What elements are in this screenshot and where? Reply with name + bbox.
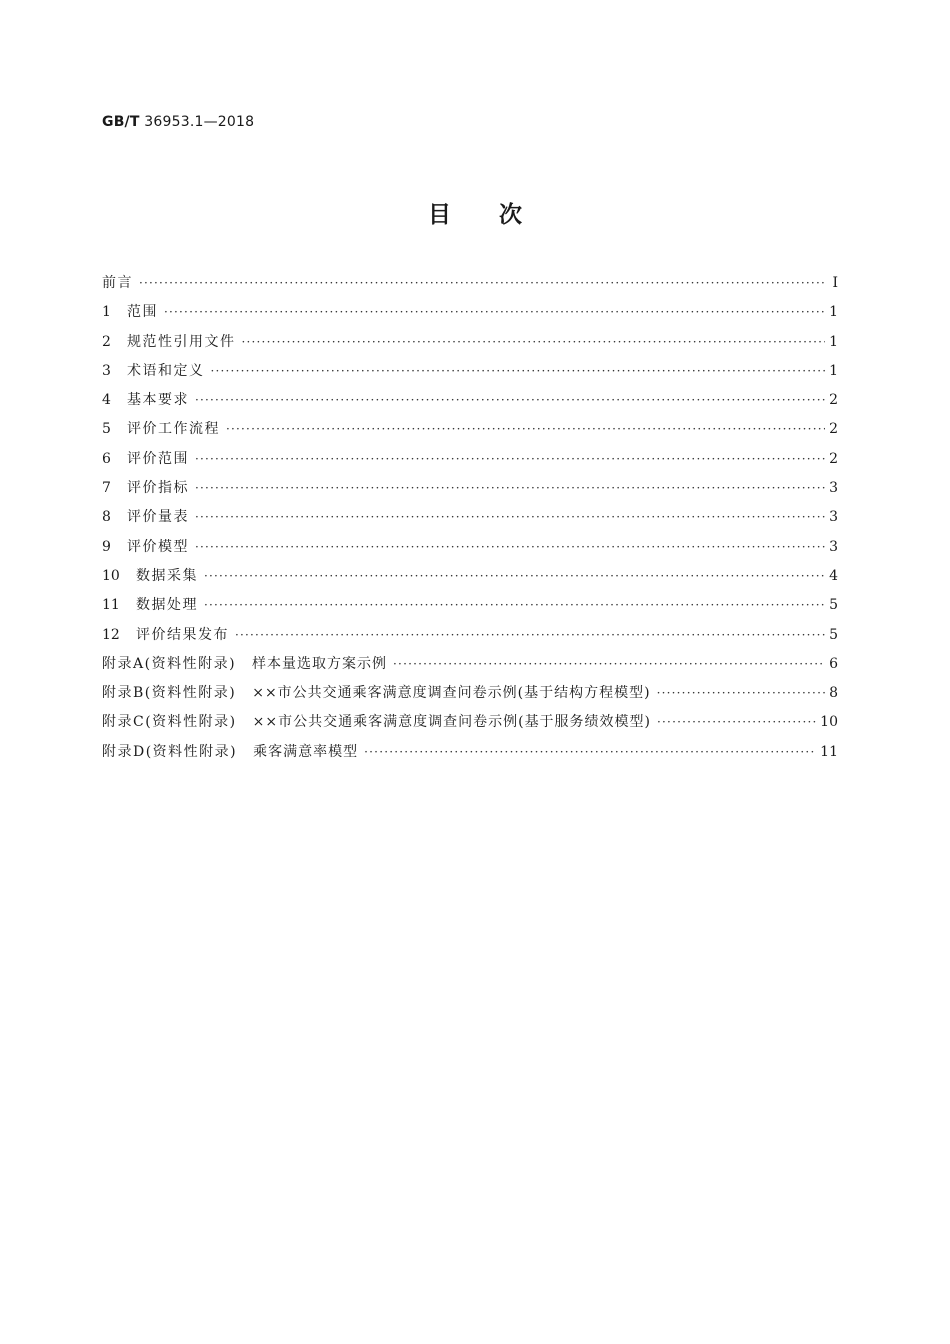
toc-entry-annex-b[interactable] [102,679,838,708]
toc-page-number: 5 [829,626,838,643]
toc-entry-label: 术语和定义 [127,362,205,379]
toc-entry-5[interactable] [102,415,838,444]
toc-page-number: Ⅰ [832,275,838,291]
toc-page-number: 5 [829,597,838,614]
toc-leader-dots [226,415,825,444]
toc-entry-number: 1 [102,304,111,321]
toc-leader-dots [164,298,825,327]
standard-number [102,114,254,130]
toc-leader-dots [657,708,816,737]
toc-entry-11[interactable] [102,591,838,620]
toc-entry-number: 2 [102,333,111,350]
annex-title: 乘客满意率模型 [253,743,359,760]
standard-serial: 36953.1—2018 [144,114,255,130]
toc-entry-number: 4 [102,392,111,409]
toc-page-number: 6 [829,655,838,672]
toc-page-number: 1 [829,333,838,350]
toc-entry-label: 评价范围 [127,450,189,467]
toc-entry-label: 数据采集 [136,567,198,584]
toc-entry-12[interactable] [102,621,838,650]
toc-entry-label: 前言 [102,275,133,291]
annex-prefix: 附录A(资料性附录) [102,655,237,672]
toc-page-number: 2 [829,450,838,467]
toc-leader-dots [195,533,825,562]
toc-page-number: 8 [829,685,838,702]
toc-page-number: 2 [829,392,838,409]
toc-entry-label: 基本要求 [127,392,189,409]
toc-leader-dots [211,357,826,386]
toc-entry-8[interactable] [102,503,838,532]
toc-leader-dots [195,445,825,474]
toc-page-number: 4 [829,567,838,584]
annex-prefix: 附录C(资料性附录) [102,714,237,731]
toc-leader-dots [235,621,825,650]
toc-entry-label: 评价指标 [127,480,189,497]
page-title: 目次 [428,202,570,228]
toc-entry-4[interactable] [102,386,838,415]
toc-page-number: 1 [829,362,838,379]
toc-entry-annex-a[interactable] [102,650,838,679]
annex-title: ××市公共交通乘客满意度调查问卷示例(基于结构方程模型) [252,685,651,702]
toc-leader-dots [195,386,825,415]
toc-entry-label: 评价模型 [127,538,189,555]
toc-entry-label: 评价工作流程 [127,421,220,438]
standard-code: GB/T [102,114,140,130]
toc-entry-number: 3 [102,362,111,379]
toc-entry-label: 范围 [127,304,158,321]
toc-entry-1[interactable] [102,298,838,327]
toc-page-number: 11 [820,743,838,760]
toc-entry-10[interactable] [102,562,838,591]
toc-entry-annex-c[interactable] [102,708,838,737]
toc-entry-number: 10 [102,567,120,584]
toc-leader-dots [195,503,825,532]
toc-entry-9[interactable] [102,533,838,562]
toc-entry-number: 6 [102,450,111,467]
toc-leader-dots [364,738,816,767]
toc-entry-number: 5 [102,421,111,438]
toc-page-number: 2 [829,421,838,438]
toc-entry-label: 数据处理 [136,597,198,614]
toc-page-number: 3 [829,538,838,555]
annex-prefix: 附录B(资料性附录) [102,685,237,702]
toc-entry-number: 7 [102,480,111,497]
toc-leader-dots [204,562,825,591]
toc-entry-3[interactable] [102,357,838,386]
annex-title: 样本量选取方案示例 [252,655,388,672]
toc-leader-dots [242,328,826,357]
toc-entry-label: 评价结果发布 [136,626,229,643]
toc-leader-dots [195,474,825,503]
toc-entry-2[interactable] [102,328,838,357]
toc-page-number: 3 [829,480,838,497]
toc-entry-number: 11 [102,597,120,614]
toc-entry-6[interactable] [102,445,838,474]
toc-leader-dots [657,679,825,708]
toc-entry-number: 8 [102,509,111,526]
annex-prefix: 附录D(资料性附录) [102,743,238,760]
toc-entry-label: 评价量表 [127,509,189,526]
toc-entry-number: 12 [102,626,120,643]
toc-page-number: 1 [829,304,838,321]
toc-entry-label: 规范性引用文件 [127,333,236,350]
toc-page-number: 3 [829,509,838,526]
toc-entry-foreword[interactable] [102,269,838,298]
toc-leader-dots [204,591,825,620]
toc-entry-7[interactable] [102,474,838,503]
table-of-contents [102,269,838,767]
annex-title: ××市公共交通乘客满意度调查问卷示例(基于服务绩效模型) [252,714,652,731]
toc-entry-number: 9 [102,538,111,555]
toc-leader-dots [139,269,826,298]
toc-leader-dots [393,650,825,679]
toc-page-number: 10 [820,714,838,731]
toc-entry-annex-d[interactable] [102,738,838,767]
